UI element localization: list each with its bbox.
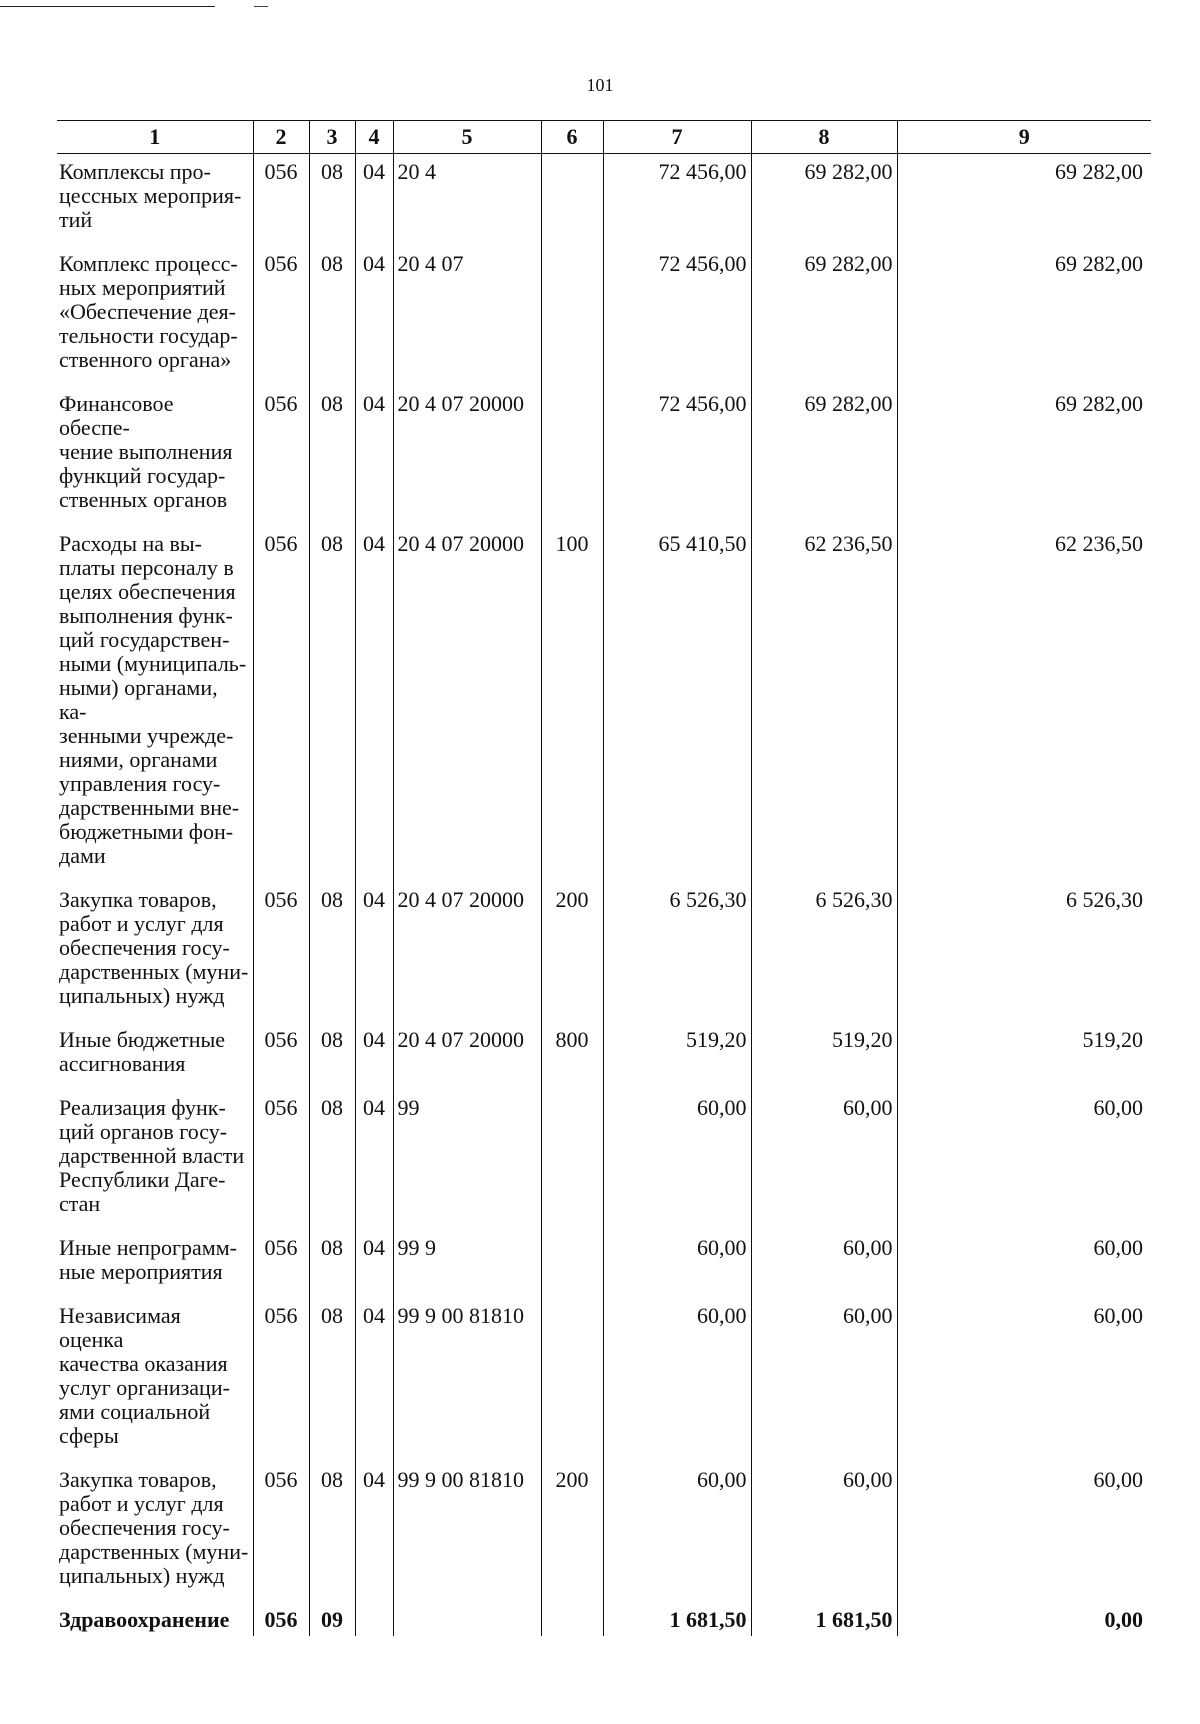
cell-expense-type <box>541 1602 603 1636</box>
table-body <box>57 154 1151 1637</box>
cell-expense-type: 200 <box>541 1462 603 1602</box>
cell-section: 08 <box>309 386 355 526</box>
cell-amount-col-9: 519,20 <box>897 1022 1151 1090</box>
header-col-6: 6 <box>541 121 603 154</box>
cell-amount-col-8: 60,00 <box>751 1462 897 1602</box>
cell-amount-col-8: 62 236,50 <box>751 526 897 882</box>
cell-expense-type <box>541 246 603 386</box>
table-row <box>57 1090 1151 1230</box>
header-col-3: 3 <box>309 121 355 154</box>
header-col-9: 9 <box>897 121 1151 154</box>
cell-section: 08 <box>309 246 355 386</box>
cell-item-name: Иные бюджетные ассигнования <box>59 1027 226 1076</box>
cell-amount-col-8: 69 282,00 <box>751 246 897 386</box>
table-row <box>57 1298 1151 1462</box>
cell-amount-col-8: 6 526,30 <box>751 882 897 1022</box>
cell-item-name: Реализация функ- ций органов госу- дарственной власти Республики Даге- стан <box>59 1095 245 1216</box>
cell-target-article: 20 4 07 20000 <box>393 526 541 882</box>
table-row <box>57 882 1151 1022</box>
budget-table <box>57 120 1151 1636</box>
cell-subsection: 04 <box>355 1298 393 1462</box>
cell-amount-col-9: 60,00 <box>897 1230 1151 1298</box>
cell-amount-col-8: 69 282,00 <box>751 386 897 526</box>
cell-expense-type <box>541 1230 603 1298</box>
scan-top-dash <box>254 6 268 7</box>
cell-subsection: 04 <box>355 1022 393 1090</box>
cell-amount-col-7: 6 526,30 <box>603 882 751 1022</box>
cell-amount-col-7: 1 681,50 <box>603 1602 751 1636</box>
cell-admin-code: 056 <box>253 1298 309 1462</box>
header-col-5: 5 <box>393 121 541 154</box>
cell-subsection: 04 <box>355 882 393 1022</box>
cell-subsection: 04 <box>355 154 393 247</box>
header-col-7: 7 <box>603 121 751 154</box>
table-header-row <box>57 121 1151 154</box>
cell-item-name: Здравоохранение <box>59 1607 230 1632</box>
cell-target-article: 99 9 00 81810 <box>393 1298 541 1462</box>
cell-expense-type <box>541 386 603 526</box>
cell-amount-col-9: 69 282,00 <box>897 154 1151 247</box>
cell-amount-col-7: 60,00 <box>603 1298 751 1462</box>
cell-subsection <box>355 1602 393 1636</box>
cell-amount-col-7: 60,00 <box>603 1462 751 1602</box>
cell-expense-type <box>541 154 603 247</box>
table-row <box>57 526 1151 882</box>
cell-item-name: Закупка товаров, работ и услуг для обеспечения госу- дарственных (муни- ципальных) нужд <box>59 887 249 1008</box>
cell-expense-type: 200 <box>541 882 603 1022</box>
cell-amount-col-9: 6 526,30 <box>897 882 1151 1022</box>
cell-amount-col-8: 1 681,50 <box>751 1602 897 1636</box>
cell-admin-code: 056 <box>253 1462 309 1602</box>
cell-section: 08 <box>309 154 355 247</box>
cell-amount-col-8: 519,20 <box>751 1022 897 1090</box>
cell-amount-col-7: 519,20 <box>603 1022 751 1090</box>
cell-item-name: Комплексы про- цессных мероприя- тий <box>59 159 242 232</box>
cell-amount-col-9: 62 236,50 <box>897 526 1151 882</box>
cell-section: 08 <box>309 1298 355 1462</box>
header-col-4: 4 <box>355 121 393 154</box>
cell-amount-col-9: 0,00 <box>897 1602 1151 1636</box>
cell-item-name: Иные непрограмм- ные мероприятия <box>59 1235 237 1284</box>
cell-target-article <box>393 1602 541 1636</box>
cell-item-name: Расходы на вы- платы персоналу в целях обеспечения выполнения функ- ций государствен- ными (муниципаль- ными) органами, ка- зенными учрежде- ниями, органами управления госу- дарственными вне- бюджетными фон- дами <box>59 531 247 868</box>
cell-target-article: 99 9 00 81810 <box>393 1462 541 1602</box>
cell-amount-col-7: 72 456,00 <box>603 386 751 526</box>
header-col-1: 1 <box>57 121 253 154</box>
cell-section: 08 <box>309 882 355 1022</box>
cell-item-name: Финансовое обеспе- чение выполнения функций государ- ственных органов <box>59 391 233 512</box>
table-row <box>57 1230 1151 1298</box>
cell-target-article: 99 9 <box>393 1230 541 1298</box>
cell-section: 08 <box>309 1230 355 1298</box>
cell-section: 08 <box>309 526 355 882</box>
cell-expense-type: 100 <box>541 526 603 882</box>
table-row <box>57 1602 1151 1636</box>
cell-expense-type <box>541 1298 603 1462</box>
cell-item-name: Закупка товаров, работ и услуг для обеспечения госу- дарственных (муни- ципальных) нужд <box>59 1467 249 1588</box>
cell-section: 08 <box>309 1022 355 1090</box>
cell-amount-col-8: 60,00 <box>751 1298 897 1462</box>
cell-section: 08 <box>309 1462 355 1602</box>
cell-subsection: 04 <box>355 386 393 526</box>
cell-admin-code: 056 <box>253 154 309 247</box>
table-row <box>57 386 1151 526</box>
cell-amount-col-7: 72 456,00 <box>603 154 751 247</box>
cell-target-article: 20 4 <box>393 154 541 247</box>
cell-section: 09 <box>309 1602 355 1636</box>
page-number: 101 <box>586 75 614 95</box>
cell-subsection: 04 <box>355 246 393 386</box>
cell-amount-col-9: 69 282,00 <box>897 386 1151 526</box>
cell-target-article: 20 4 07 20000 <box>393 386 541 526</box>
cell-item-name: Комплекс процесс- ных мероприятий «Обеспечение дея- тельности государ- ственного органа» <box>59 251 238 372</box>
cell-amount-col-8: 60,00 <box>751 1230 897 1298</box>
cell-admin-code: 056 <box>253 1022 309 1090</box>
cell-admin-code: 056 <box>253 526 309 882</box>
cell-admin-code: 056 <box>253 1090 309 1230</box>
cell-target-article: 20 4 07 20000 <box>393 882 541 1022</box>
cell-expense-type <box>541 1090 603 1230</box>
cell-amount-col-9: 60,00 <box>897 1462 1151 1602</box>
cell-amount-col-7: 60,00 <box>603 1090 751 1230</box>
table-row <box>57 1022 1151 1090</box>
cell-expense-type: 800 <box>541 1022 603 1090</box>
table-row <box>57 246 1151 386</box>
cell-subsection: 04 <box>355 526 393 882</box>
cell-amount-col-9: 60,00 <box>897 1090 1151 1230</box>
cell-admin-code: 056 <box>253 1602 309 1636</box>
cell-amount-col-8: 69 282,00 <box>751 154 897 247</box>
table-row <box>57 1462 1151 1602</box>
cell-target-article: 99 <box>393 1090 541 1230</box>
cell-admin-code: 056 <box>253 882 309 1022</box>
cell-admin-code: 056 <box>253 246 309 386</box>
scan-top-rule <box>0 6 215 7</box>
cell-target-article: 20 4 07 <box>393 246 541 386</box>
cell-subsection: 04 <box>355 1090 393 1230</box>
header-col-8: 8 <box>751 121 897 154</box>
cell-subsection: 04 <box>355 1230 393 1298</box>
header-col-2: 2 <box>253 121 309 154</box>
cell-subsection: 04 <box>355 1462 393 1602</box>
cell-amount-col-7: 65 410,50 <box>603 526 751 882</box>
cell-amount-col-9: 60,00 <box>897 1298 1151 1462</box>
cell-admin-code: 056 <box>253 1230 309 1298</box>
cell-admin-code: 056 <box>253 386 309 526</box>
cell-target-article: 20 4 07 20000 <box>393 1022 541 1090</box>
cell-amount-col-7: 60,00 <box>603 1230 751 1298</box>
cell-amount-col-9: 69 282,00 <box>897 246 1151 386</box>
cell-item-name: Независимая оценка качества оказания услуг организаци- ями социальной сферы <box>59 1303 230 1448</box>
table-row <box>57 154 1151 247</box>
cell-amount-col-8: 60,00 <box>751 1090 897 1230</box>
cell-section: 08 <box>309 1090 355 1230</box>
cell-amount-col-7: 72 456,00 <box>603 246 751 386</box>
